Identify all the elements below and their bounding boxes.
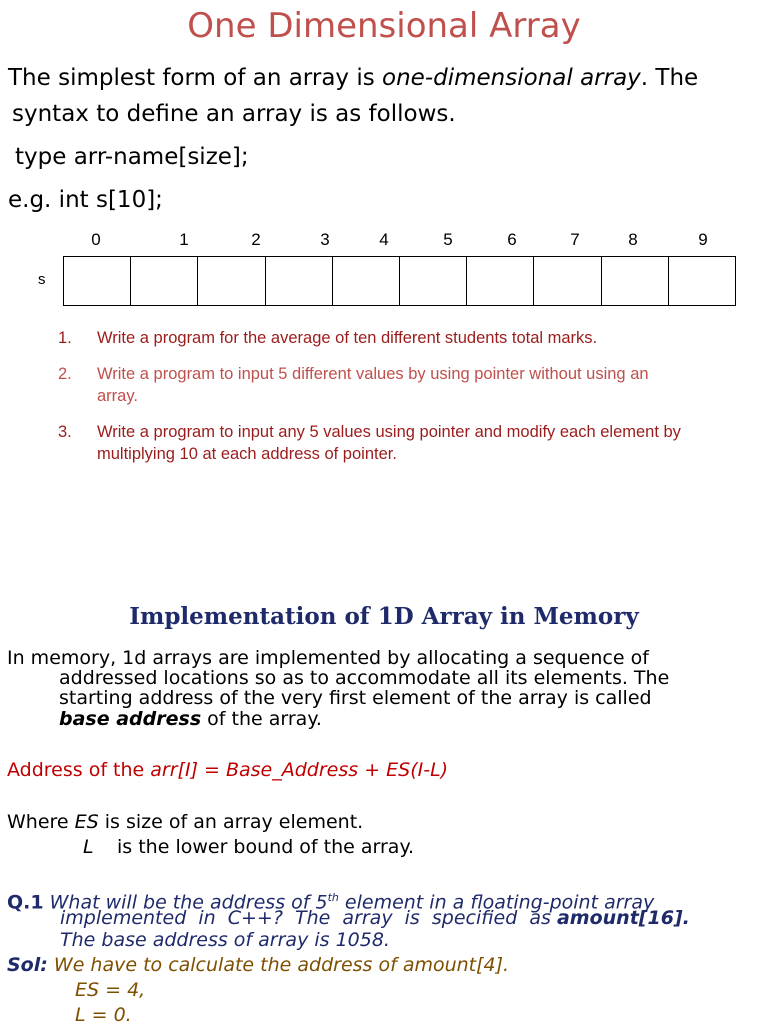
task-item-3 (58, 421, 738, 467)
array-spec: amount[16]. (556, 907, 690, 929)
question-superscript: th (327, 891, 339, 904)
task-number: 2. (58, 365, 72, 383)
array-cell (333, 257, 400, 305)
intro-line-1 (8, 65, 760, 91)
solution-label: Sol: (7, 954, 48, 976)
intro-line-2: syntax to define an array is as follows. (12, 101, 456, 127)
where-text-end: is size of an array element. (98, 811, 364, 833)
question-text-end: element in a floating-point array (338, 891, 655, 914)
intro-text-end: . The (640, 65, 699, 91)
question-text: implemented in C++? The array is specified as (60, 907, 551, 929)
array-cell (64, 257, 131, 305)
array-cell (534, 257, 601, 305)
intro-text: The simplest form of an array is (8, 65, 383, 91)
task-text: Write a program to input any 5 values using pointer and modify each element by multiplying 10 at each address of pointer. (97, 423, 681, 463)
section-heading: Implementation of 1D Array in Memory (129, 603, 639, 630)
question-label: Q.1 (7, 891, 44, 914)
task-text: Write a program to input 5 different values by using pointer without using an array. (97, 365, 649, 405)
address-formula (7, 760, 448, 780)
paragraph-text: of the array. (201, 708, 322, 730)
array-cell (266, 257, 333, 305)
paragraph-line-4 (59, 709, 322, 729)
array-row-label: s (38, 271, 46, 288)
l-variable (83, 837, 94, 857)
es-line: ES = 4, (75, 979, 146, 1001)
l-symbol: L (83, 836, 94, 858)
l-value (75, 1005, 132, 1025)
question-line-3 (60, 930, 390, 950)
intro-emphasis: one-dimensional array (382, 65, 641, 91)
paragraph-line: In memory, 1d arrays are implemented by allocating a sequence of (7, 647, 649, 669)
where-line (7, 812, 363, 832)
array-index: 5 (443, 230, 453, 249)
array-cell (131, 257, 198, 305)
array-index: 3 (320, 230, 330, 249)
base-address-term: base address (59, 708, 202, 730)
array-diagram (63, 256, 736, 306)
task-item-2 (58, 363, 738, 409)
paragraph-line: starting address of the very first element of the array is called (59, 687, 652, 709)
question-text: The base address of array is 1058. (60, 929, 390, 951)
syntax-line: type arr-name[size]; (15, 144, 249, 170)
array-index: 7 (570, 230, 580, 249)
question-text: What will be the address of 5 (49, 891, 328, 914)
solution-line (7, 955, 509, 975)
es-variable: ES (74, 811, 99, 833)
task-item-1 (58, 327, 738, 351)
array-index: 8 (628, 230, 638, 249)
task-number: 1. (58, 329, 72, 347)
task-text: Write a program for the average of ten different students total marks. (97, 329, 598, 347)
formula-label: Address of the (7, 759, 151, 781)
array-index: 4 (379, 230, 389, 249)
array-cell (602, 257, 669, 305)
paragraph-line: addressed locations so as to accommodate all its elements. The (59, 667, 670, 689)
array-cell (467, 257, 534, 305)
example-line: e.g. int s[10]; (8, 187, 163, 213)
l-line: L = 0. (75, 1004, 132, 1026)
question-line-2 (60, 908, 690, 928)
es-value (75, 980, 145, 1000)
array-index: 0 (91, 230, 101, 249)
formula-expression: arr[I] = Base_Address + ES(I-L) (150, 759, 449, 781)
array-index: 2 (251, 230, 261, 249)
array-cell (400, 257, 467, 305)
array-cell (198, 257, 265, 305)
where-text: Where (7, 811, 75, 833)
array-index: 1 (179, 230, 189, 249)
array-index: 6 (507, 230, 517, 249)
task-number: 3. (58, 423, 72, 441)
page-title: One Dimensional Array (187, 6, 581, 46)
solution-text: We have to calculate the address of amount[4]. (53, 954, 510, 976)
l-description: is the lower bound of the array. (117, 836, 415, 858)
array-cell (669, 257, 735, 305)
array-index: 9 (698, 230, 708, 249)
